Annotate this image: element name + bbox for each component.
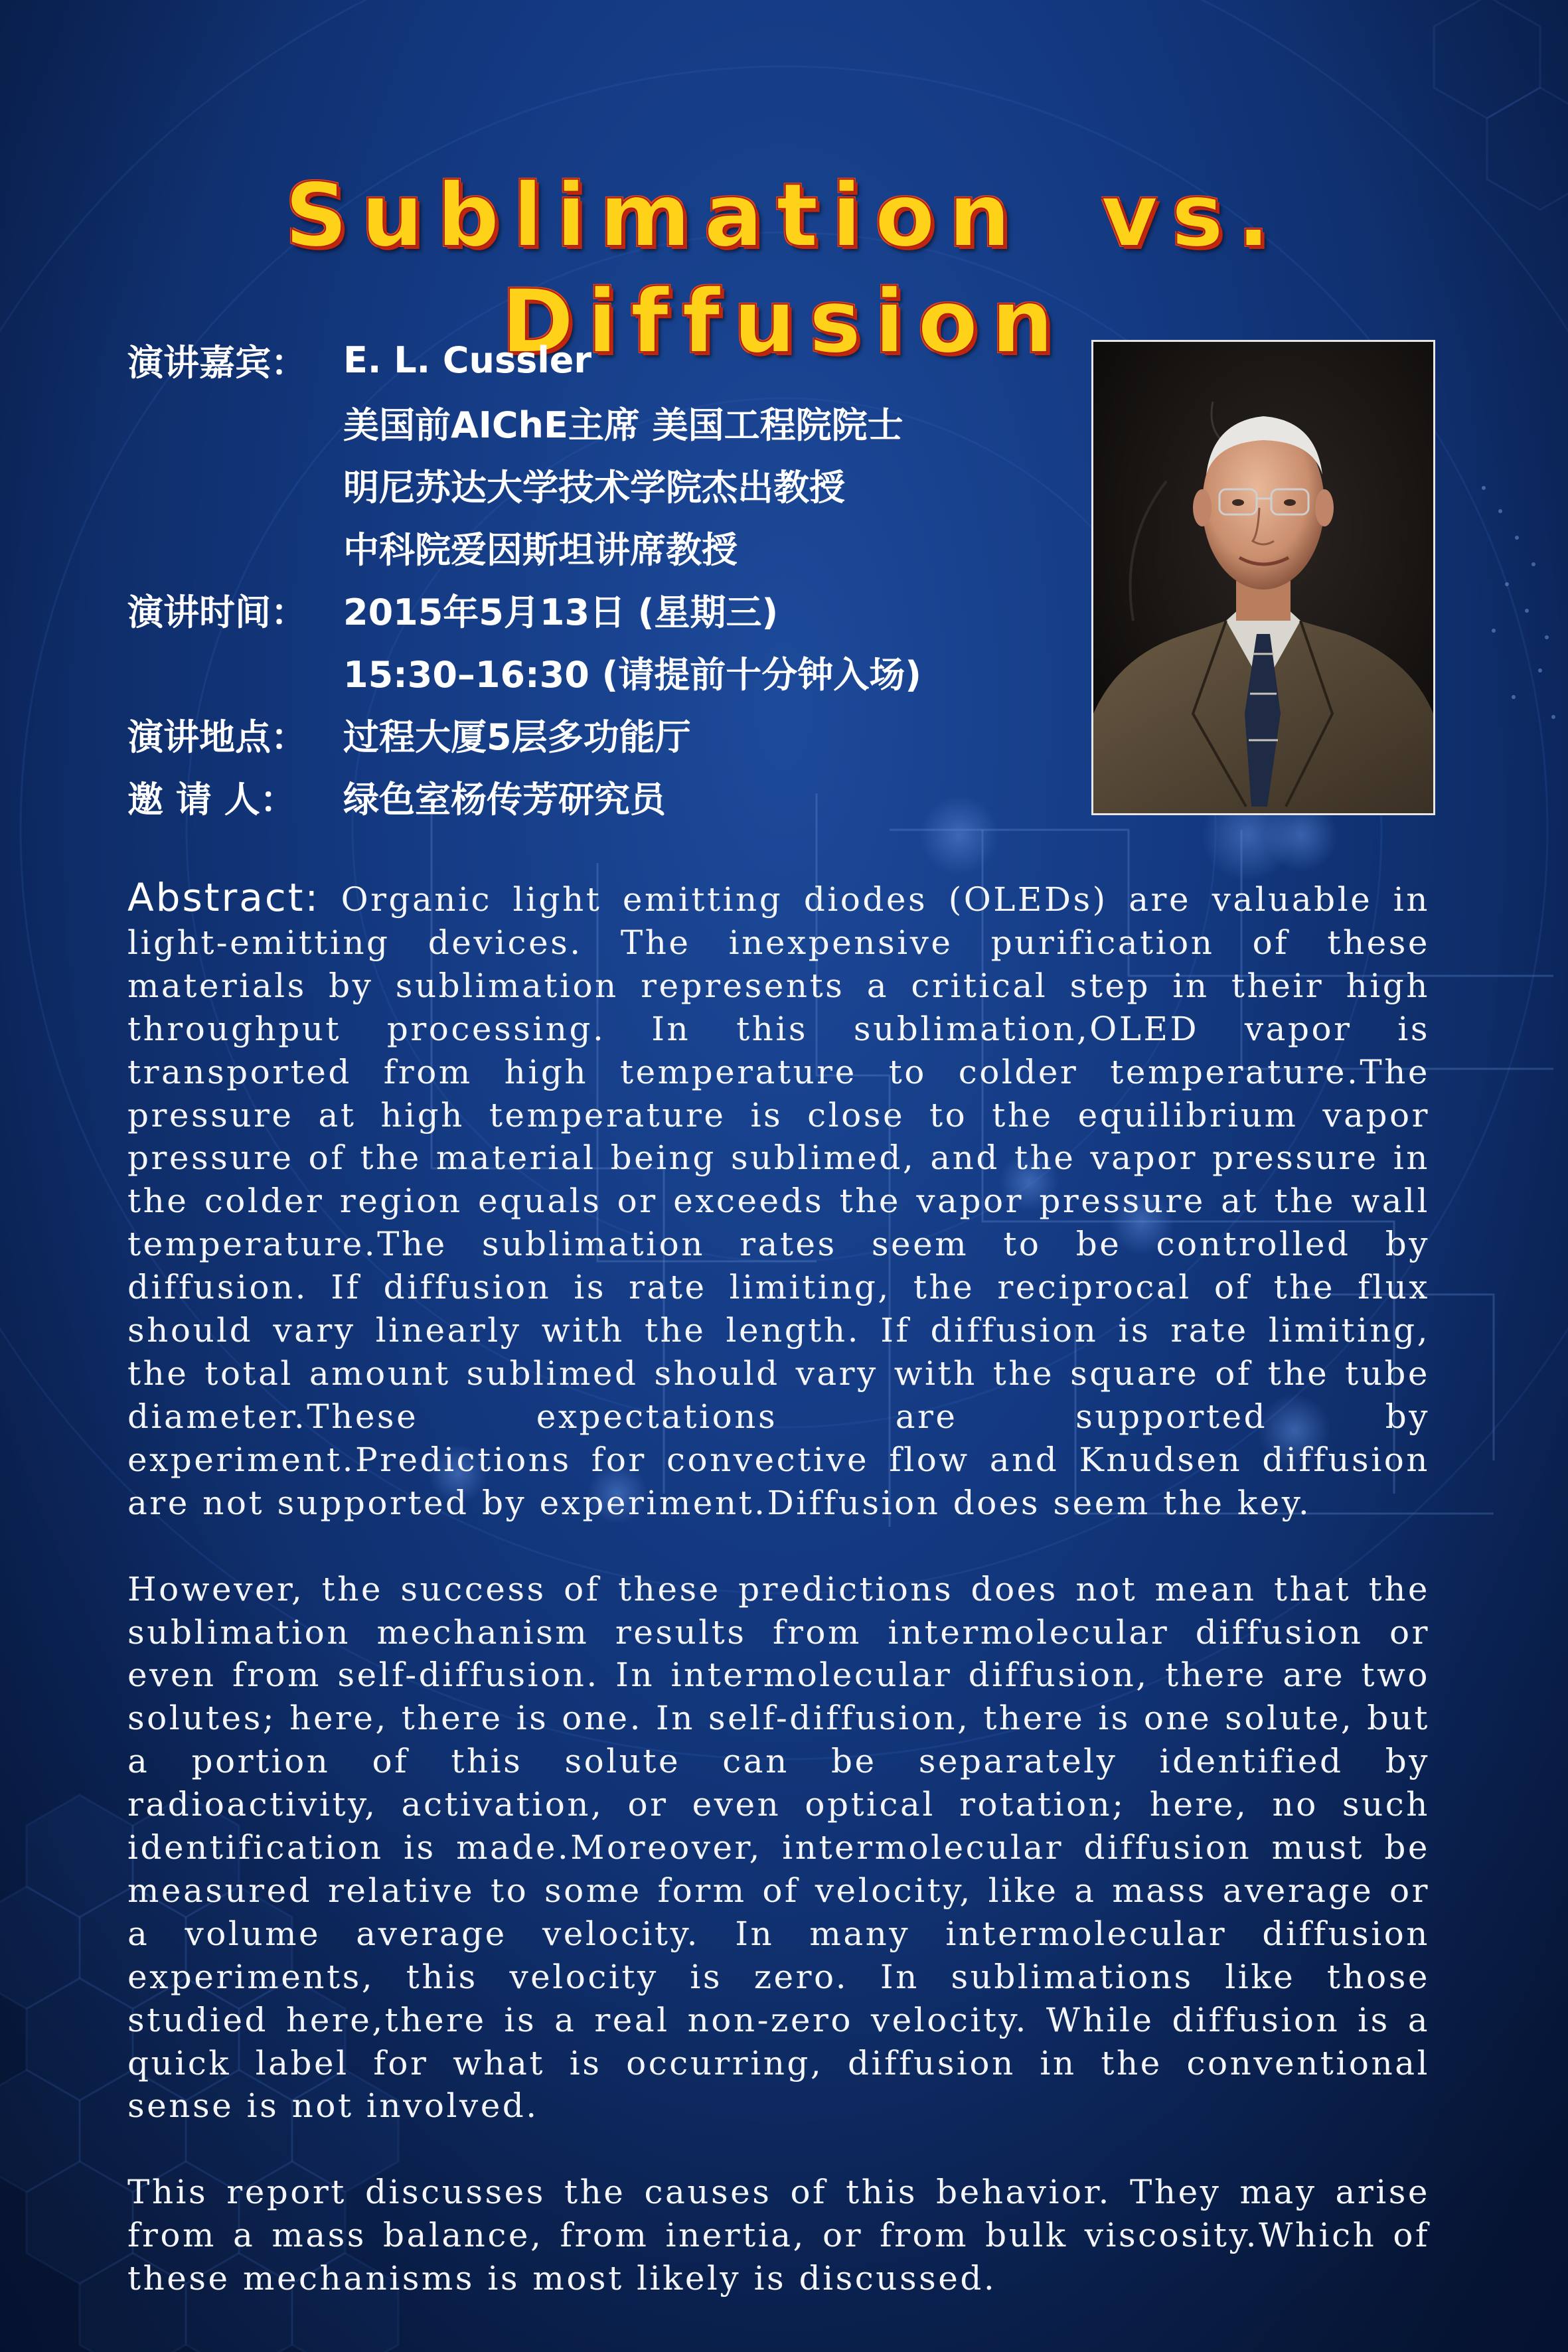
speaker-title-1: 美国前AIChE主席 美国工程院院士 — [343, 404, 903, 446]
abstract-text: Organic light emitting diodes (OLEDs) are valuable in light-emitting devices. The inexpensive purification of these materials by sublimation represents a critical step in their high throughput processing. In this sublimation,OLED vapor is transported from high temperature to colder temperature.The pressure at high temperature is close to the equilibrium vapor pressure of the material being sublimed, and the vapor pressure in the colder region equals or exceeds the vapor pressure at the wall temperature.The sublimation rates seem to be controlled by diffusion. If diffusion is rate limiting, the reciprocal of the flux should vary linearly with the length. If diffusion is rate limiting, the total amount sublimed should vary with the square of the tube diameter.These expectations are supported by experiment.Predictions for convective flow and Knudsen diffusion are not supported by experiment.Diffusion does seem the key. — [127, 880, 1430, 1522]
venue-label: 演讲地点： — [127, 716, 307, 758]
info-row-date — [127, 578, 1057, 641]
info-row-title-1 — [127, 391, 1057, 453]
inviter-name: 绿色室杨传芳研究员 — [343, 778, 666, 821]
lecture-time: 15:30–16:30 (请提前十分钟入场) — [343, 653, 921, 696]
speaker-info — [127, 329, 1057, 828]
poster-title: Sublimation vs. Diffusion — [284, 165, 1284, 373]
speaker-title-3: 中科院爱因斯坦讲席教授 — [343, 528, 738, 571]
info-row-inviter — [127, 765, 1057, 828]
speaker-name: E. L. Cussler — [343, 339, 592, 381]
abstract-section — [127, 876, 1430, 2343]
speaker-title-2: 明尼苏达大学技术学院杰出教授 — [343, 466, 845, 509]
info-row-title-2 — [127, 453, 1057, 516]
info-row-venue — [127, 703, 1057, 765]
speaker-photo — [1091, 340, 1435, 815]
abstract-paragraph — [127, 876, 1430, 1525]
speaker-label: 演讲嘉宾： — [127, 341, 307, 384]
abstract-paragraph: However, the success of these predictions does not mean that the sublimation mechanism results from intermolecular diffusion or even from self-diffusion. In intermolecular diffusion, there are two solutes; here, there is one. In self-diffusion, there is one solute, but a portion of this solute can be separately identified by radioactivity, activation, or even optical rotation; here, no such identification is made.Moreover, intermolecular diffusion must be measured relative to some form of velocity, like a mass average or a volume average velocity. In many intermolecular diffusion experiments, this velocity is zero. In sublimations like those studied here,there is a real non-zero velocity. While diffusion is a quick label for what is occurring, diffusion in the conventional sense is not involved. — [127, 1569, 1430, 2126]
lecture-venue: 过程大厦5层多功能厅 — [343, 716, 691, 758]
lecture-date: 2015年5月13日 (星期三) — [343, 591, 779, 633]
info-row-time — [127, 641, 1057, 703]
info-row-speaker — [127, 329, 1057, 391]
abstract-label: Abstract: — [127, 875, 321, 920]
info-row-title-3 — [127, 516, 1057, 578]
inviter-label: 邀 请 人： — [127, 778, 296, 821]
abstract-paragraph: This report discusses the causes of this behavior. They may arise from a mass balance, from inertia, or from bulk viscosity.Which of these mechanisms is most likely is discussed. — [127, 2173, 1430, 2298]
time-label: 演讲时间： — [127, 591, 307, 633]
